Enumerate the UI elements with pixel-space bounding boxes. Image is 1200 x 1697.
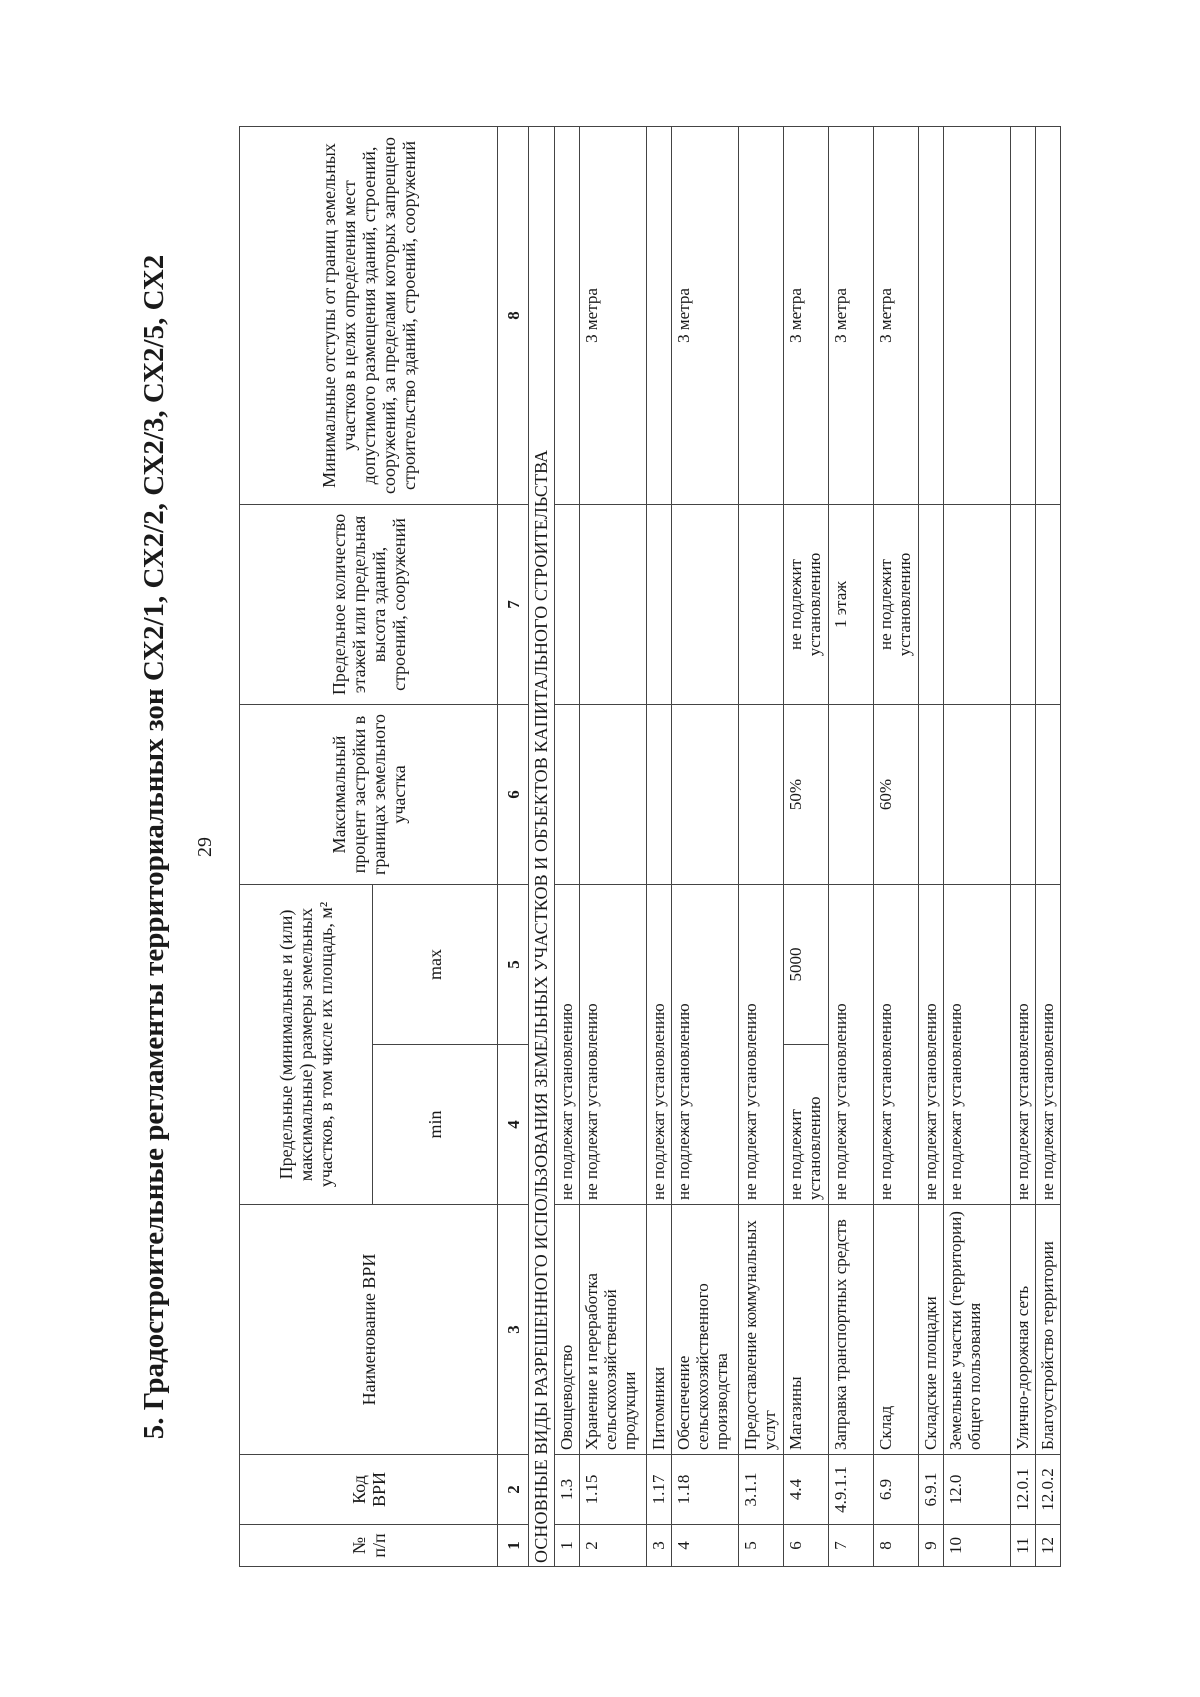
row-setback: 3 метра bbox=[874, 126, 919, 504]
header-min: min bbox=[373, 1045, 498, 1205]
row-percent bbox=[555, 704, 580, 884]
table-row bbox=[1036, 126, 1061, 1566]
row-setback: 3 метра bbox=[829, 126, 874, 504]
row-percent bbox=[829, 704, 874, 884]
row-floors: не подлежит установлению bbox=[874, 504, 919, 704]
row-number: 4 bbox=[672, 1525, 739, 1567]
row-min: не подлежит установлению bbox=[784, 1045, 829, 1205]
table-row bbox=[555, 126, 580, 1566]
row-code: 4.4 bbox=[784, 1455, 829, 1525]
row-size-limits: не подлежат установлению bbox=[647, 884, 672, 1204]
row-size-limits: не подлежат установлению bbox=[829, 884, 874, 1204]
row-setback bbox=[944, 126, 1011, 504]
header-max-percent: Максимальный процент застройки в границах земельного участка bbox=[240, 704, 498, 884]
column-number-row bbox=[498, 126, 529, 1566]
row-number: 1 bbox=[555, 1525, 580, 1567]
table-row bbox=[580, 126, 647, 1566]
row-setback: 3 метра bbox=[672, 126, 739, 504]
row-code: 6.9.1 bbox=[919, 1455, 944, 1525]
row-size-limits: не подлежат установлению bbox=[555, 884, 580, 1204]
row-setback: 3 метра bbox=[784, 126, 829, 504]
row-name: Овощеводство bbox=[555, 1205, 580, 1455]
row-name: Магазины bbox=[784, 1205, 829, 1455]
row-floors bbox=[944, 504, 1011, 704]
row-setback bbox=[1011, 126, 1036, 504]
row-number: 7 bbox=[829, 1525, 874, 1567]
row-floors: не подлежит установлению bbox=[784, 504, 829, 704]
row-percent bbox=[1011, 704, 1036, 884]
table-row bbox=[672, 126, 739, 1566]
row-name: Хранение и переработка сельскохозяйственной продукции bbox=[580, 1205, 647, 1455]
row-name: Заправка транспортных средств bbox=[829, 1205, 874, 1455]
row-setback bbox=[555, 126, 580, 504]
row-number: 11 bbox=[1011, 1525, 1036, 1567]
row-code: 3.1.1 bbox=[739, 1455, 784, 1525]
row-size-limits: не подлежат установлению bbox=[1011, 884, 1036, 1204]
column-number: 2 bbox=[498, 1455, 529, 1525]
row-floors bbox=[555, 504, 580, 704]
row-size-limits: не подлежат установлению bbox=[874, 884, 919, 1204]
row-percent: 50% bbox=[784, 704, 829, 884]
row-name: Склад bbox=[874, 1205, 919, 1455]
column-number: 3 bbox=[498, 1205, 529, 1455]
page-number: 29 bbox=[194, 837, 216, 857]
rotated-content bbox=[136, 97, 1146, 1597]
header-name: Наименование ВРИ bbox=[240, 1205, 498, 1455]
row-name: Благоустройство территории bbox=[1036, 1205, 1061, 1455]
header-code: Код ВРИ bbox=[240, 1455, 498, 1525]
table-row bbox=[919, 126, 944, 1566]
row-name: Предоставление коммунальных услуг bbox=[739, 1205, 784, 1455]
row-size-limits: не подлежат установлению bbox=[1036, 884, 1061, 1204]
row-percent bbox=[944, 704, 1011, 884]
row-setback bbox=[1036, 126, 1061, 504]
row-percent bbox=[647, 704, 672, 884]
section-title: ОСНОВНЫЕ ВИДЫ РАЗРЕШЕННОГО ИСПОЛЬЗОВАНИЯ ЗЕМЕЛЬНЫХ УЧАСТКОВ И ОБЪЕКТОВ КАПИТАЛЬНОГО СТРОИТЕЛЬСТВА bbox=[529, 126, 555, 1566]
row-number: 9 bbox=[919, 1525, 944, 1567]
row-number: 5 bbox=[739, 1525, 784, 1567]
row-percent bbox=[580, 704, 647, 884]
row-setback: 3 метра bbox=[580, 126, 647, 504]
row-size-limits: не подлежат установлению bbox=[944, 884, 1011, 1204]
row-percent bbox=[672, 704, 739, 884]
table-row bbox=[1011, 126, 1036, 1566]
header-floors: Предельное количество этажей или предельная высота зданий, строений, сооружений bbox=[240, 504, 498, 704]
document-title: 5. Градостроительные регламенты территориальных зон СХ2/1, СХ2/2, СХ2/3, СХ2/5, СХ2 bbox=[138, 254, 170, 1440]
row-code: 6.9 bbox=[874, 1455, 919, 1525]
row-number: 6 bbox=[784, 1525, 829, 1567]
row-setback bbox=[919, 126, 944, 504]
row-code: 12.0.1 bbox=[1011, 1455, 1036, 1525]
row-number: 2 bbox=[580, 1525, 647, 1567]
row-code: 4.9.1.1 bbox=[829, 1455, 874, 1525]
row-name: Питомники bbox=[647, 1205, 672, 1455]
row-number: 12 bbox=[1036, 1525, 1061, 1567]
row-percent bbox=[739, 704, 784, 884]
row-code: 1.18 bbox=[672, 1455, 739, 1525]
column-number: 8 bbox=[498, 126, 529, 504]
header-row-1 bbox=[240, 126, 373, 1566]
header-max: max bbox=[373, 884, 498, 1044]
row-code: 12.0.2 bbox=[1036, 1455, 1061, 1525]
row-number: 10 bbox=[944, 1525, 1011, 1567]
row-floors: 1 этаж bbox=[829, 504, 874, 704]
table-row bbox=[944, 126, 1011, 1566]
column-number: 5 bbox=[498, 884, 529, 1044]
header-plot-sizes: Предельные (минимальные и (или) максимальные) размеры земельных участков, в том числе их площадь, м² bbox=[240, 884, 373, 1204]
table-row bbox=[647, 126, 672, 1566]
row-code: 1.17 bbox=[647, 1455, 672, 1525]
row-floors bbox=[919, 504, 944, 704]
column-number: 4 bbox=[498, 1045, 529, 1205]
row-floors bbox=[739, 504, 784, 704]
header-setbacks: Минимальные отступы от границ земельных участков в целях определения мест допустимого размещения зданий, строений, сооружений, за пределами которых запрещено строительство зданий, строений, сооружений bbox=[240, 126, 498, 504]
regulations-table-wrapper bbox=[239, 127, 1061, 1567]
row-size-limits: не подлежат установлению bbox=[739, 884, 784, 1204]
row-code: 1.15 bbox=[580, 1455, 647, 1525]
row-percent bbox=[1036, 704, 1061, 884]
row-floors bbox=[1036, 504, 1061, 704]
row-floors bbox=[580, 504, 647, 704]
row-percent bbox=[919, 704, 944, 884]
column-number: 6 bbox=[498, 704, 529, 884]
row-name: Складские площадки bbox=[919, 1205, 944, 1455]
row-code: 12.0 bbox=[944, 1455, 1011, 1525]
table-row bbox=[874, 126, 919, 1566]
regulations-table bbox=[239, 126, 1061, 1567]
row-percent: 60% bbox=[874, 704, 919, 884]
row-floors bbox=[1011, 504, 1036, 704]
table-row bbox=[739, 126, 784, 1566]
column-number: 7 bbox=[498, 504, 529, 704]
column-number: 1 bbox=[498, 1525, 529, 1567]
row-floors bbox=[672, 504, 739, 704]
row-name: Улично-дорожная сеть bbox=[1011, 1205, 1036, 1455]
row-name: Земельные участки (территории) общего пользования bbox=[944, 1205, 1011, 1455]
table-row bbox=[784, 126, 829, 1566]
table-row bbox=[829, 126, 874, 1566]
row-number: 3 bbox=[647, 1525, 672, 1567]
header-number: № п/п bbox=[240, 1525, 498, 1567]
row-number: 8 bbox=[874, 1525, 919, 1567]
row-setback bbox=[739, 126, 784, 504]
row-max: 5000 bbox=[784, 884, 829, 1044]
row-code: 1.3 bbox=[555, 1455, 580, 1525]
row-size-limits: не подлежат установлению bbox=[580, 884, 647, 1204]
row-size-limits: не подлежат установлению bbox=[672, 884, 739, 1204]
row-floors bbox=[647, 504, 672, 704]
row-name: Обеспечение сельскохозяйственного производства bbox=[672, 1205, 739, 1455]
row-size-limits: не подлежат установлению bbox=[919, 884, 944, 1204]
section-row bbox=[529, 126, 555, 1566]
row-setback bbox=[647, 126, 672, 504]
